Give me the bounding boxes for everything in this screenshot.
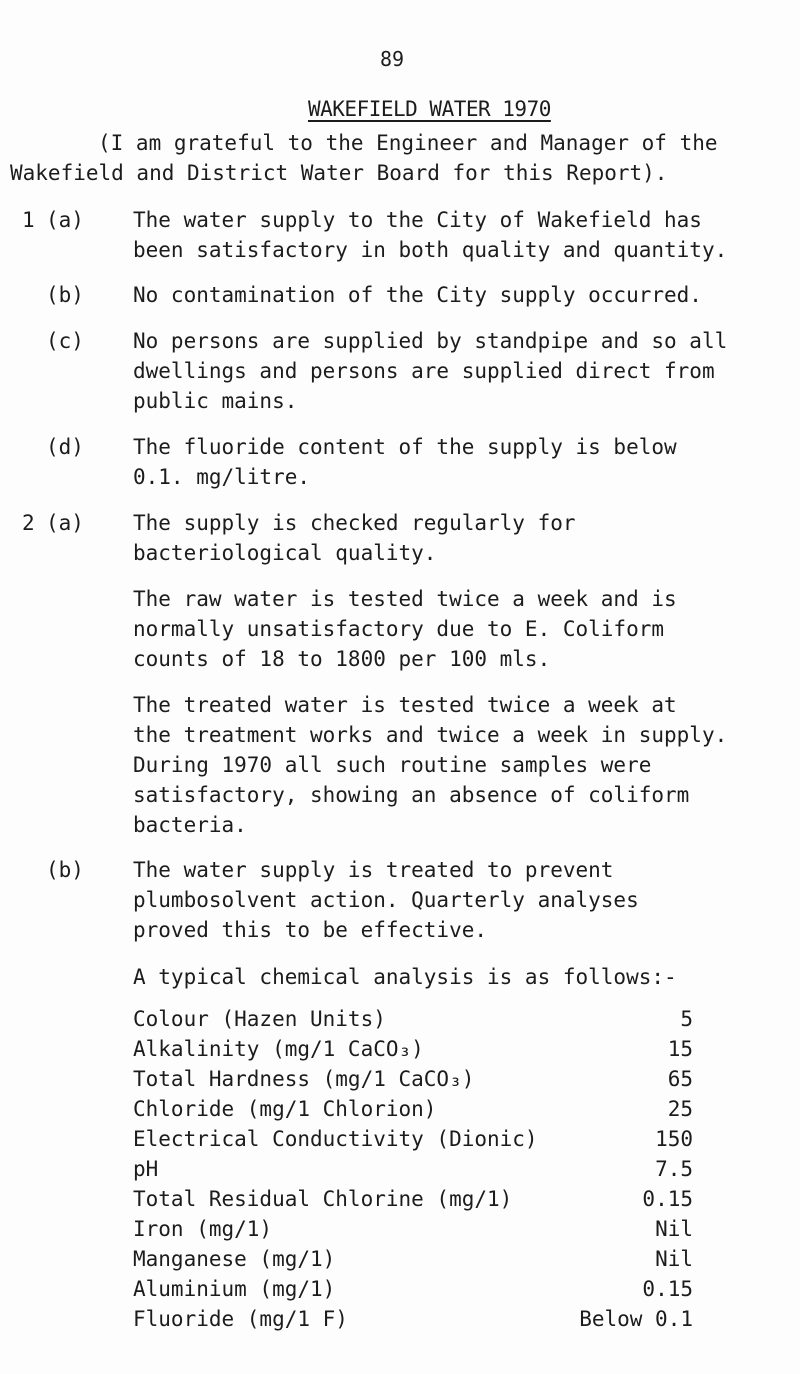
section-number-2: 2 — [22, 511, 35, 535]
item-1b-line-1: No contamination of the City supply occurred. — [133, 283, 702, 307]
analysis-row — [133, 1094, 693, 1124]
analysis-value: 150 — [655, 1127, 693, 1151]
page-title: WAKEFIELD WATER 1970 — [308, 97, 551, 121]
analysis-intro: A typical chemical analysis is as follows:- — [133, 965, 677, 989]
analysis-value: 7.5 — [655, 1157, 693, 1181]
analysis-value: 65 — [667, 1067, 693, 1091]
analysis-value: 0.15 — [642, 1277, 693, 1301]
analysis-parameter: Fluoride (mg/1 F) — [133, 1307, 348, 1331]
treated-water-line-3: During 1970 all such routine samples were — [133, 753, 652, 777]
raw-water-line-2: normally unsatisfactory due to E. Coliform — [133, 617, 665, 641]
section-number-1: 1 — [22, 208, 35, 232]
analysis-row — [133, 1274, 693, 1304]
item-1a-line-2: been satisfactory in both quality and quantity. — [133, 238, 728, 262]
raw-water-line-1: The raw water is tested twice a week and is — [133, 587, 677, 611]
analysis-value: Nil — [655, 1217, 693, 1241]
analysis-row — [133, 1244, 693, 1274]
item-label-2a: (a) — [46, 511, 84, 535]
item-label-2b: (b) — [46, 858, 84, 882]
analysis-value: 5 — [680, 1007, 693, 1031]
item-label-1d: (d) — [46, 435, 84, 459]
treated-water-line-1: The treated water is tested twice a week at — [133, 693, 677, 717]
analysis-parameter: Manganese (mg/1) — [133, 1247, 336, 1271]
item-2a-line-2: bacteriological quality. — [133, 541, 437, 565]
analysis-row — [133, 1034, 693, 1064]
analysis-parameter: Iron (mg/1) — [133, 1217, 273, 1241]
analysis-value: 0.15 — [642, 1187, 693, 1211]
analysis-row — [133, 1064, 693, 1094]
item-2b-line-2: plumbosolvent action. Quarterly analyses — [133, 888, 639, 912]
analysis-parameter: Total Residual Chlorine (mg/1) — [133, 1187, 513, 1211]
analysis-parameter: Alkalinity (mg/1 CaCO₃) — [133, 1037, 424, 1061]
treated-water-line-4: satisfactory, showing an absence of coliform — [133, 783, 690, 807]
item-label-1c: (c) — [46, 329, 84, 353]
analysis-parameter: Colour (Hazen Units) — [133, 1007, 386, 1031]
analysis-row — [133, 1304, 693, 1334]
item-label-1b: (b) — [46, 283, 84, 307]
analysis-value: Below 0.1 — [579, 1307, 693, 1331]
analysis-row — [133, 1214, 693, 1244]
item-1c-line-2: dwellings and persons are supplied direct from — [133, 359, 715, 383]
analysis-parameter: Electrical Conductivity (Dionic) — [133, 1127, 538, 1151]
item-1d-line-2: 0.1. mg/litre. — [133, 465, 311, 489]
analysis-row — [133, 1154, 693, 1184]
treated-water-line-5: bacteria. — [133, 813, 247, 837]
analysis-row — [133, 1184, 693, 1214]
item-1a-line-1: The water supply to the City of Wakefield has — [133, 208, 702, 232]
analysis-parameter: Total Hardness (mg/1 CaCO₃) — [133, 1067, 475, 1091]
analysis-value: 15 — [667, 1037, 693, 1061]
chemical-analysis-table — [133, 1004, 693, 1334]
intro-line-2: Wakefield and District Water Board for this Report). — [10, 161, 668, 185]
intro-line-1: (I am grateful to the Engineer and Manager of the — [98, 131, 718, 155]
analysis-row — [133, 1124, 693, 1154]
analysis-value: Nil — [655, 1247, 693, 1271]
analysis-value: 25 — [667, 1097, 693, 1121]
raw-water-line-3: counts of 18 to 1800 per 100 mls. — [133, 647, 551, 671]
treated-water-line-2: the treatment works and twice a week in supply. — [133, 723, 728, 747]
analysis-parameter: Chloride (mg/1 Chlorion) — [133, 1097, 437, 1121]
analysis-row — [133, 1004, 693, 1034]
item-2b-line-3: proved this to be effective. — [133, 918, 488, 942]
item-1c-line-1: No persons are supplied by standpipe and so all — [133, 329, 728, 353]
analysis-parameter: pH — [133, 1157, 159, 1181]
analysis-parameter: Aluminium (mg/1) — [133, 1277, 336, 1301]
item-1c-line-3: public mains. — [133, 389, 298, 413]
item-2a-line-1: The supply is checked regularly for — [133, 511, 576, 535]
page-number: 89 — [380, 47, 405, 71]
item-2b-line-1: The water supply is treated to prevent — [133, 858, 614, 882]
item-1d-line-1: The fluoride content of the supply is below — [133, 435, 677, 459]
item-label-1a: (a) — [46, 208, 84, 232]
